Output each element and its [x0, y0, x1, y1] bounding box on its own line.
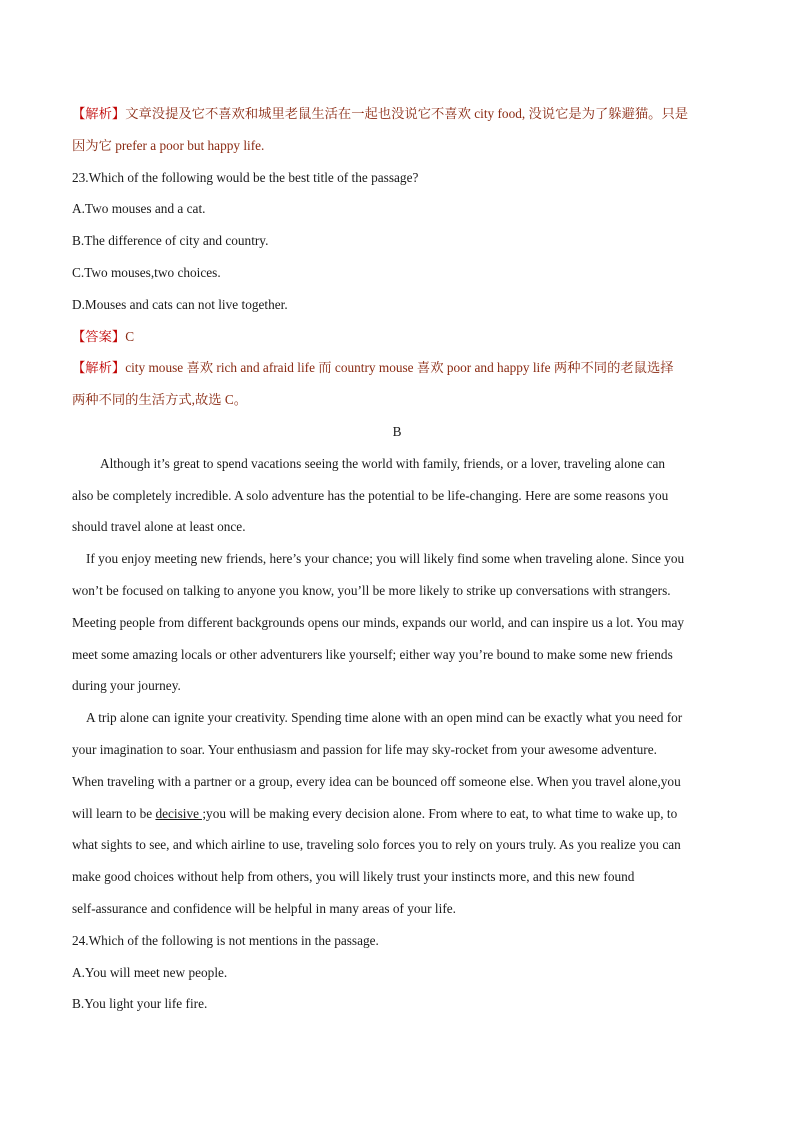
passage-p3-line: self-assurance and confidence will be helpful in many areas of your life.: [72, 900, 456, 916]
question-23: 23.Which of the following would be the best title of the passage?: [72, 169, 419, 185]
passage-p1-line: also be completely incredible. A solo adventure has the potential to be life-changing. Here are some reasons you: [72, 487, 669, 503]
passage-p3-line: When traveling with a partner or a group, every idea can be bounced off someone else. When you travel alone,you: [72, 773, 681, 789]
option-23-c: C.Two mouses,two choices.: [72, 264, 221, 280]
passage-p2-line: during your journey.: [72, 678, 181, 694]
analysis-text-continued: 因为它 prefer a poor but happy life.: [72, 137, 265, 153]
analysis-line: [72, 98, 722, 130]
analysis-23-tag: 【解析】: [72, 360, 126, 376]
passage-text: you will be making every decision alone. From where to eat, to what time to wake up, to: [206, 805, 678, 821]
analysis-text: 文章没提及它不喜欢和城里老鼠生活在一起也没说它不喜欢 city food, 没说它是为了躲避猫。只是: [125, 106, 689, 121]
passage-p3-line: make good choices without help from others, you will likely trust your instincts more, and this new found: [72, 869, 635, 885]
question-24: 24.Which of the following is not mentions in the passage.: [72, 932, 379, 948]
passage-p2-line: Meeting people from different backgrounds opens our minds, expands our world, and can inspire us a lot. You may: [72, 614, 685, 630]
option-24-b: B.You light your life fire.: [72, 996, 208, 1012]
passage-p1-line: should travel alone at least once.: [72, 519, 246, 535]
underlined-word: decisive ;: [155, 805, 207, 821]
option-23-d: D.Mouses and cats can not live together.: [72, 296, 288, 312]
option-23-b: B.The difference of city and country.: [72, 233, 269, 249]
passage-p3-line: A trip alone can ignite your creativity. Spending time alone with an open mind can be exactly what you need for: [86, 710, 683, 726]
passage-p3-line: [72, 798, 722, 830]
option-23-a: A.Two mouses and a cat.: [72, 201, 206, 217]
passage-p3-line: your imagination to soar. Your enthusiasm and passion for life may sky-rocket from your awesome adventure.: [72, 741, 657, 757]
analysis-tag: 【解析】: [72, 106, 126, 121]
passage-p2-line: If you enjoy meeting new friends, here’s your chance; you will likely find some when traveling alone. Since you: [86, 551, 685, 567]
document-page: [72, 98, 722, 1020]
analysis-23-text: city mouse 喜欢 rich and afraid life 而 country mouse 喜欢 poor and happy life 两种不同的老鼠选择: [125, 360, 674, 376]
analysis-23-text-continued: 两种不同的生活方式,故选 C。: [72, 392, 248, 408]
answer-tag: 【答案】: [72, 328, 126, 344]
analysis-23-line: [72, 352, 722, 384]
section-label: B: [392, 423, 402, 439]
passage-p2-line: meet some amazing locals or other adventurers like yourself; either way you’re bound to make some new friends: [72, 646, 673, 662]
passage-p3-line: what sights to see, and which airline to use, traveling solo forces you to rely on yours truly. As you realize you can: [72, 837, 681, 853]
option-24-a: A.You will meet new people.: [72, 964, 228, 980]
passage-p2-line: won’t be focused on talking to anyone you know, you’ll be more likely to strike up conversations with strangers.: [72, 582, 671, 598]
answer-line: [72, 321, 722, 353]
passage-text: will learn to be: [72, 805, 156, 821]
answer-value: C: [125, 328, 135, 344]
passage-p1-line: Although it’s great to spend vacations seeing the world with family, friends, or a lover, traveling alone can: [100, 455, 666, 471]
